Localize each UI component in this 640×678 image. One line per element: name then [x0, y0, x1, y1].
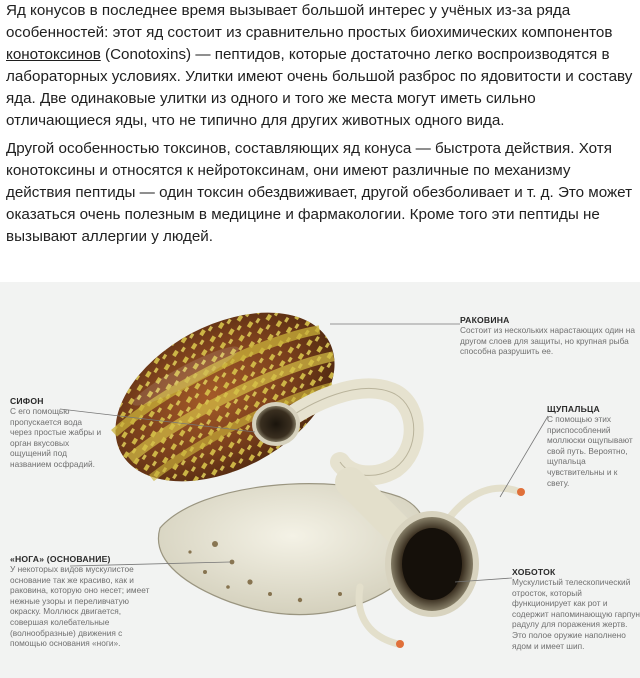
label-tentacles [547, 404, 640, 488]
label-shell-desc: Состоит из нескольких нарастающих один на другом слоев для защиты, но крупная рыба способна разрушить ее. [460, 325, 635, 357]
label-siphon [10, 396, 106, 470]
siphon-tube [280, 388, 414, 475]
conotoxins-link[interactable]: конотоксинов [6, 46, 101, 63]
siphon-opening [254, 404, 298, 444]
label-tentacles-title: ЩУПАЛЬЦА [547, 404, 600, 414]
label-foot [10, 554, 156, 649]
article-text [6, 0, 634, 254]
cone-snail-illustration [0, 282, 640, 678]
label-shell [460, 315, 638, 357]
label-foot-title: «НОГА» (ОСНОВАНИЕ) [10, 554, 111, 564]
label-proboscis [512, 567, 640, 651]
paragraph-1-text-b: (Conotoxins) — пептидов, которые достаточно легко воспроизводятся в лабораторных условиях. Улитки имеют очень большой разброс по ядовитости и составу яда. Две одинаковые улитки из одного и того же места могут иметь сильно отличающиеся яды, что не типично для других животных одного вида. [6, 46, 633, 129]
tentacle-upper [450, 488, 520, 517]
paragraph-1-text-a: Яд конусов в последнее время вызывает большой интерес у учёных из-за ряда особенностей: этот яд состоит из сравнительно простых биохимических компонентов [6, 2, 613, 41]
label-shell-title: РАКОВИНА [460, 315, 510, 325]
label-siphon-title: СИФОН [10, 396, 44, 406]
label-foot-desc: У некоторых видов мускулистое основание так же красиво, как и раковина, которую оно несет; имеет нежные узоры и переливчатую окраску. Моллюск двигается, совершая колебательные (волнообразные) движения с помощью основания «ноги». [10, 564, 150, 649]
label-proboscis-title: ХОБОТОК [512, 567, 556, 577]
label-proboscis-desc: Мускулистый телескопический отросток, который функционирует как рот и содержит напоминающую гарпун радулу для поражения жертв. Это полое оружие наполнено ядом и имеет шип. [512, 577, 640, 651]
label-tentacles-desc: С помощью этих приспособлений моллюски ощупывают свой путь. Вероятно, щупальца чувствительны и к свету. [547, 414, 633, 488]
paragraph-2: Другой особенностью токсинов, составляющих яд конуса — быстрота действия. Хотя конотоксины и относятся к нейротоксинам, они имеют различные по механизму действия пептиды — один токсин обездвиживает, другой обезболивает и т. д. Это может оказаться очень полезным в медицине и фармакологии. Кроме того эти пептиды не вызывают аллергии у людей. [6, 140, 633, 245]
paragraph-1 [6, 0, 634, 132]
label-siphon-desc: С его помощью пропускается вода через простые жабры и орган вкусовых ощущений под названием осфрадий. [10, 406, 102, 469]
